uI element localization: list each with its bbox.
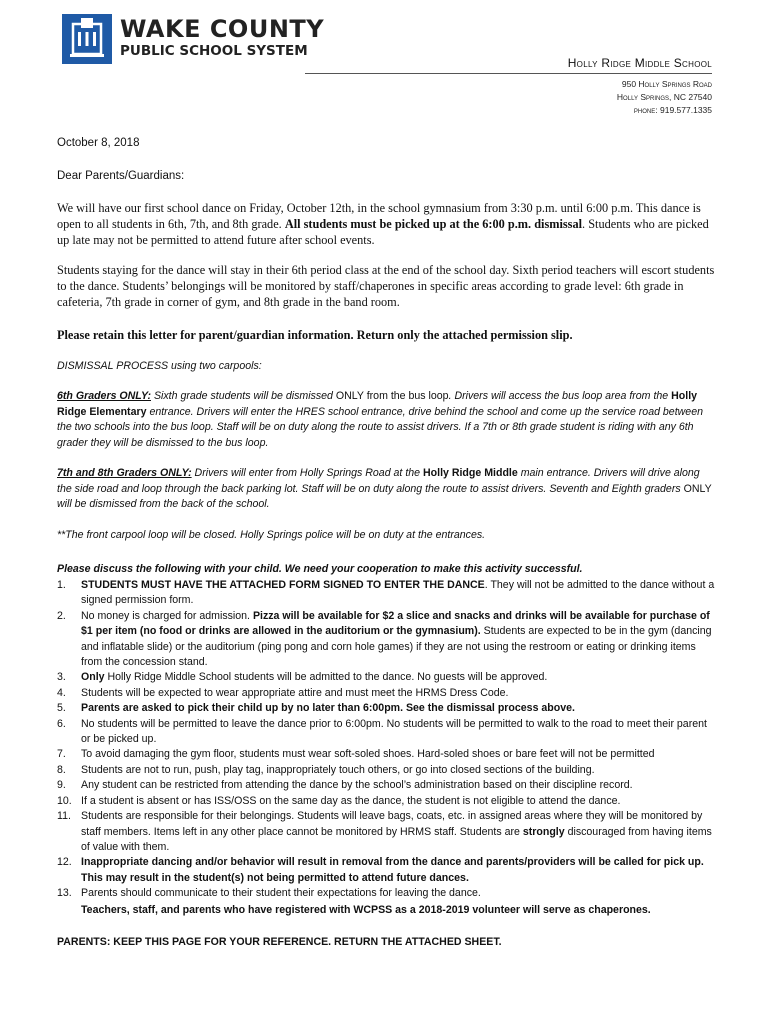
rule-item — [57, 578, 717, 609]
rule-text-text: Holly Ridge Middle School students will be admitted to the dance. No guests will be approved. — [104, 671, 548, 684]
sixth-hres-bold: Holly Ridge Elementary — [57, 390, 698, 418]
chaperone-note: Teachers, staff, and parents who have registered with WCPSS as a 2018-2019 volunteer will serve as chaperones. — [81, 904, 651, 916]
rule-number: 2. — [57, 609, 66, 622]
header-divider — [305, 73, 712, 74]
rule-number: 13. — [57, 887, 72, 900]
rule-item — [57, 701, 717, 716]
paragraph-dance-info — [57, 200, 717, 248]
logo-wordmark-line1: WAKE COUNTY — [120, 15, 325, 43]
carpool-note: **The front carpool loop will be closed. Holly Springs police will be on duty at the entrances. — [57, 529, 486, 541]
rule-bold-text: Pizza will be available for $2 a slice and snacks and drinks will be available for purchase of $1 per item (no food or drinks are allowed in the auditorium or the gymnasium). — [81, 609, 710, 638]
rule-text-text: No students will be permitted to leave the dance prior to 6:00pm. No students will be permitted to walk to the road to meet their parent or be picked up. — [81, 717, 707, 746]
rule-text-text: Students are responsible for their belongings. Students will leave bags, coats, etc. in assigned areas where they will be monitored by staff members. Items left in any other place cannot be monitored by HRMS staff. Students are — [81, 810, 703, 838]
seventh-text-c: will be dismissed from the back of the school. — [57, 498, 270, 510]
seventh-eighth-label: 7th and 8th Graders ONLY: — [57, 467, 192, 479]
rule-item — [57, 778, 717, 793]
rule-bold-text: strongly — [522, 825, 565, 838]
address-city: Holly Springs, NC 27540 — [616, 92, 712, 102]
rule-number: 11. — [57, 810, 71, 823]
rule-bold-text: Inappropriate dancing and/or behavior will result in removal from the dance and parents/providers will be called for pick up. This may result in the student(s) not being permitted to attend future dances. — [81, 856, 704, 884]
rule-item — [57, 763, 717, 778]
wcpss-logo — [62, 14, 112, 64]
seventh-text-a: Drivers will enter from Holly Springs Road at the — [191, 467, 423, 479]
paragraph-belongings: Students staying for the dance will stay in their 6th period class at the end of the school day. Sixth period teachers will escort students to the dance. Students’ belongings will be monitored by staff/chaperones in specific areas according to grade level: 6th grade in cafeteria, 7th grade in corner of gym, and 8th grade in the band room. — [57, 263, 715, 309]
seventh-text-b: main entrance. Drivers will drive along the side road and loop through the back parking lot. Staff will be on duty along the route to assist drivers. Seventh and Eighth graders — [57, 467, 700, 495]
discuss-heading — [57, 562, 717, 578]
school-building-icon — [62, 14, 112, 64]
rule-bold-text: Parents are asked to pick their child up by no later than 6:00pm. See the dismissal process above. — [81, 702, 575, 715]
rule-item — [57, 809, 717, 855]
sixth-grade-label: 6th Graders ONLY: — [57, 390, 151, 402]
rules-list — [57, 578, 717, 902]
rule-item — [57, 609, 717, 671]
letter-date: October 8, 2018 — [57, 137, 140, 149]
para1-text-b: . Students who are picked up late may not be permitted to attend future after school events. — [57, 217, 709, 247]
sixth-text-b: . Drivers will access the bus loop area from the — [448, 390, 672, 402]
sixth-grade-dismissal — [57, 389, 717, 451]
sixth-text-only: ONLY from the bus loop — [335, 390, 449, 402]
rule-bold-text: Only — [81, 671, 105, 684]
phone-number: 919.577.1335 — [660, 105, 712, 115]
rule-number: 6. — [57, 717, 66, 730]
phone-label: phone: — [633, 105, 658, 115]
rule-post-text: discouraged from having items of value with them. — [81, 825, 712, 853]
rule-number: 12. — [57, 856, 72, 869]
dismissal-heading: DISMISSAL PROCESS using two carpools: — [57, 360, 262, 372]
rule-item — [57, 686, 717, 701]
rule-item — [57, 886, 717, 901]
rule-item — [57, 794, 717, 809]
footer-note: PARENTS: KEEP THIS PAGE FOR YOUR REFERENCE. RETURN THE ATTACHED SHEET. — [57, 936, 502, 948]
retain-notice-text: Please retain this letter for parent/guardian information. Return only the attached permission slip. — [57, 328, 573, 342]
address-street: 950 Holly Springs Road — [621, 79, 712, 89]
school-name: Holly Ridge Middle School — [567, 56, 712, 70]
discuss-heading-text: Please discuss the following with your child. We need your cooperation to make this activity successful. — [57, 563, 583, 575]
rule-text-text: Students are not to run, push, play tag, inappropriately touch others, or go into closed sections of the building. — [81, 763, 595, 776]
seventh-eighth-dismissal — [57, 466, 717, 513]
phone-line — [634, 105, 712, 115]
rule-item — [57, 747, 717, 762]
rule-number: 4. — [57, 686, 66, 699]
seventh-hrms-bold: Holly Ridge Middle — [423, 467, 518, 479]
rule-text-text: Any student can be restricted from attending the dance by the school’s administration based on their discipline record. — [81, 779, 633, 792]
greeting: Dear Parents/Guardians: — [57, 170, 185, 182]
rule-number: 10. — [57, 794, 72, 807]
rule-item — [57, 855, 717, 886]
rule-text-text: . They will not be admitted to the dance without a signed permission form. — [81, 579, 715, 607]
rule-text-text: Parents should communicate to their student their expectations for leaving the dance. — [81, 887, 481, 900]
rule-number: 1. — [57, 579, 66, 591]
rule-text-text: Students are expected to be in the gym (dancing and inflatable slide) or the auditorium (ping pong and corn hole games) if they are not using the restroom or eating or drinking items from the concession stand. — [81, 625, 712, 669]
rule-number: 3. — [57, 671, 66, 684]
rule-text-text: To avoid damaging the gym floor, students must wear soft-soled shoes. Hard-soled shoes or bare feet will not be permitted — [81, 748, 655, 761]
para1-text-a: We will have our first school dance on Friday, October 12th, in the school gymnasium from 3:30 p.m. until 6:00 p.m. This dance is open to all students in 6th, 7th, and 8th grade. — [57, 201, 701, 231]
rule-item — [57, 670, 717, 685]
rule-text-text: Students will be expected to wear appropriate attire and must meet the HRMS Dress Code. — [81, 686, 509, 699]
rule-number: 8. — [57, 763, 66, 776]
retain-notice — [57, 327, 717, 343]
rule-text-text: If a student is absent or has ISS/OSS on the same day as the dance, the student is not eligible to attend the dance. — [81, 794, 621, 807]
logo-wordmark-line2: PUBLIC SCHOOL SYSTEM — [120, 43, 308, 59]
rule-number: 5. — [57, 702, 66, 715]
sixth-text-c: entrance. Drivers will enter the HRES school entrance, drive behind the school and come up the service road between the two schools into the bus loop. Staff will be on duty along the route to assist drivers. If a 7th or 8th grade student is riding with any 6th grader they will be dismissed to the bus loop. — [57, 405, 703, 449]
rule-number: 9. — [57, 779, 66, 792]
para1-bold: All students must be picked up at the 6:00 p.m. dismissal — [284, 217, 583, 231]
sixth-text-a: Sixth grade students will be dismissed — [151, 390, 336, 402]
seventh-text-only: ONLY — [683, 482, 712, 495]
rule-number: 7. — [57, 748, 66, 761]
rule-item — [57, 717, 717, 748]
rule-bold-text: STUDENTS MUST HAVE THE ATTACHED FORM SIGNED TO ENTER THE DANCE — [81, 579, 485, 591]
rule-pre-text: No money is charged for admission. — [81, 609, 253, 622]
